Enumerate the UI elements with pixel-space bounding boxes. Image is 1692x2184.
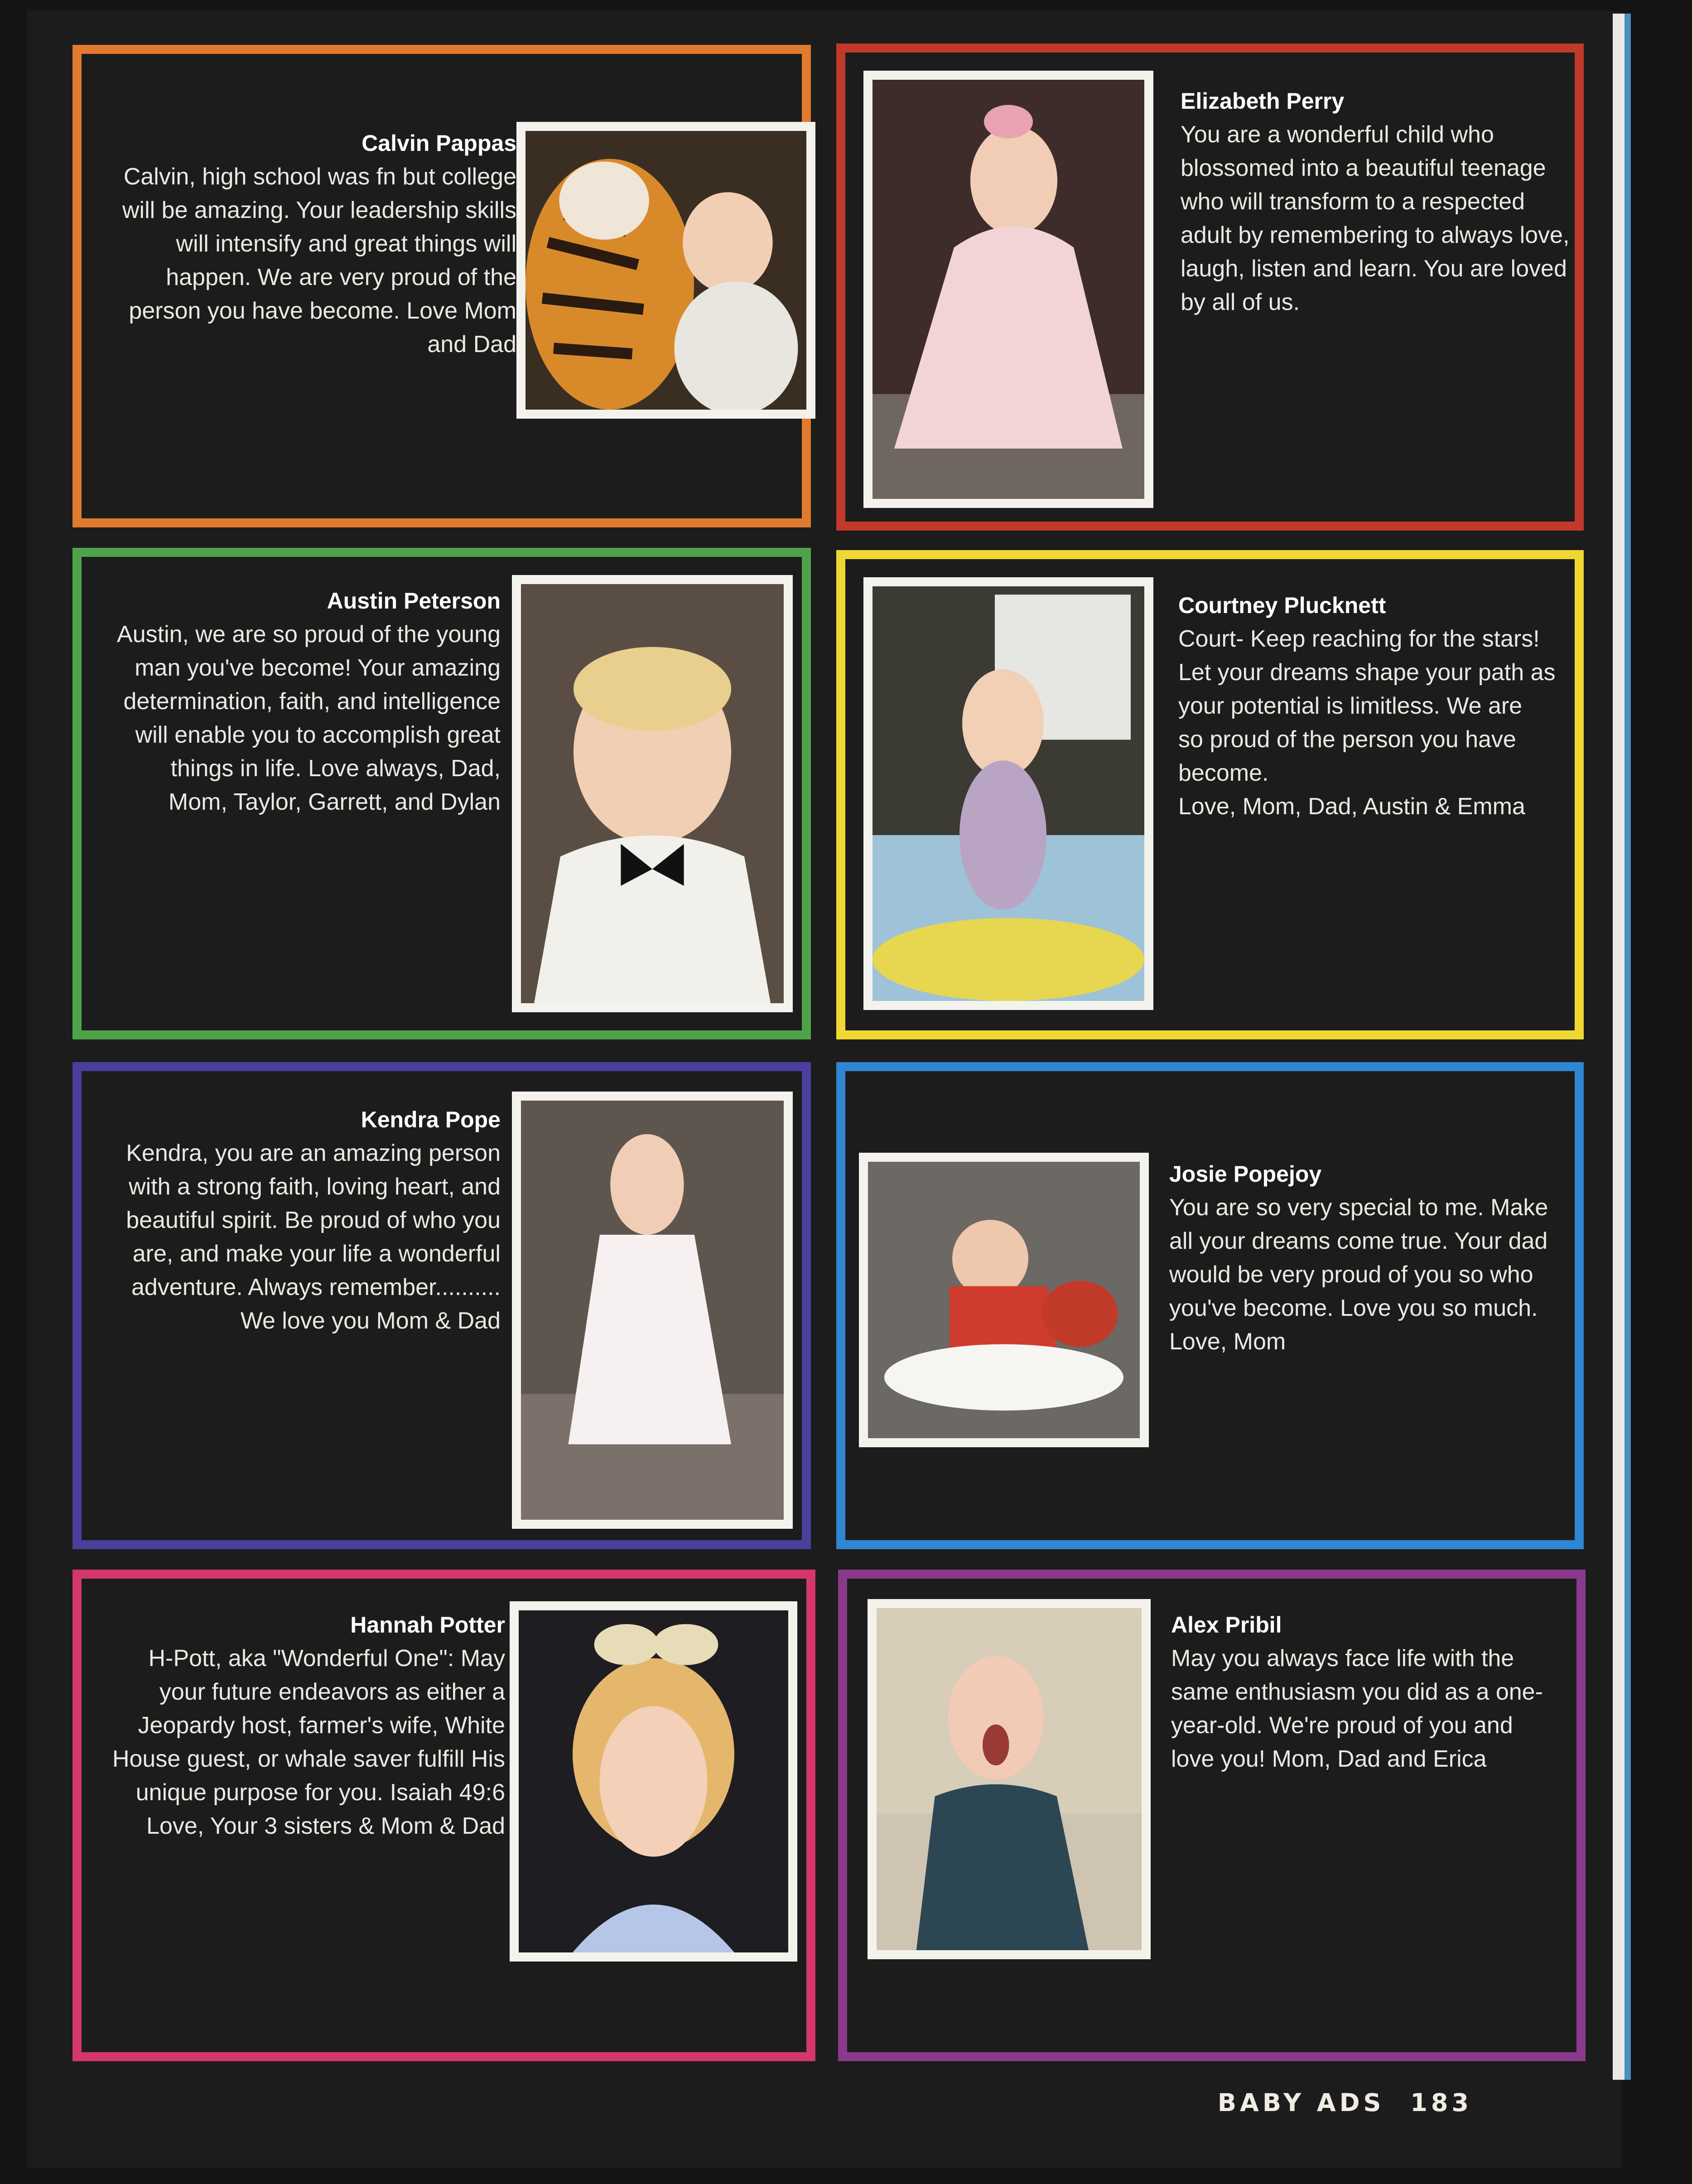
ad-photo bbox=[512, 1092, 793, 1529]
ad-name: Kendra Pope bbox=[361, 1107, 501, 1132]
ad-message: You are so very special to me. Make all your dreams come true. Your dad would be very proud of you so who you've become. Love you so much. Love, Mom bbox=[1169, 1194, 1548, 1355]
ad-message: Calvin, high school was fn but college will be amazing. Your leadership skills will intensify and great things will happen. We are very proud of the person you have become. Love Mom and Dad bbox=[122, 164, 516, 358]
ad-text bbox=[1178, 589, 1577, 823]
ad-text bbox=[1181, 84, 1579, 319]
ad-name: Josie Popejoy bbox=[1169, 1161, 1322, 1187]
baby-ad-elizabeth-perry bbox=[836, 43, 1584, 531]
baby-ad-kendra-pope bbox=[72, 1062, 811, 1549]
ad-name: Hannah Potter bbox=[350, 1612, 505, 1638]
page-edge-white bbox=[1613, 14, 1625, 2080]
ad-text bbox=[82, 1103, 501, 1338]
ad-message: Court- Keep reaching for the stars! Let your dreams shape your path as your potential is limitless. We are so proud of the person you have become. Love, Mom, Dad, Austin & Emma bbox=[1178, 626, 1556, 820]
page-footer bbox=[1218, 2088, 1472, 2117]
ad-photo bbox=[512, 575, 793, 1012]
ad-text bbox=[1169, 1157, 1577, 1358]
ad-photo bbox=[868, 1599, 1151, 1959]
baby-ad-courtney-plucknett bbox=[836, 550, 1584, 1039]
ad-message: H-Pott, aka "Wonderful One": May your future endeavors as either a Jeopardy host, farmer's wife, White House guest, or whale saver fulfill His unique purpose for you. Isaiah 49:6 Love, Your 3 sisters & Mom & Dad bbox=[112, 1645, 505, 1839]
baby-ad-austin-peterson bbox=[72, 548, 811, 1039]
ad-name: Austin Peterson bbox=[327, 588, 501, 614]
ad-name: Alex Pribil bbox=[1171, 1612, 1282, 1638]
footer-page-number: 183 bbox=[1410, 2088, 1472, 2117]
ad-photo bbox=[863, 71, 1153, 508]
ad-name: Elizabeth Perry bbox=[1181, 88, 1345, 114]
ad-photo bbox=[859, 1153, 1149, 1447]
ad-message: Austin, we are so proud of the young man you've become! Your amazing determination, faith, and intelligence will enable you to accomplish great things in life. Love always, Dad, Mom, Taylor, Garrett, and Dylan bbox=[117, 621, 501, 815]
ad-photo bbox=[510, 1601, 797, 1962]
baby-ad-josie-popejoy bbox=[836, 1062, 1584, 1549]
ad-name: Calvin Pappas bbox=[362, 130, 516, 156]
ad-message: May you always face life with the same enthusiasm you did as a one- year-old. We're proud of you and love you! Mom, Dad and Erica bbox=[1171, 1645, 1543, 1772]
baby-ad-alex-pribil bbox=[838, 1570, 1586, 2061]
yearbook-page bbox=[27, 11, 1622, 2168]
ad-text bbox=[82, 126, 516, 361]
baby-ad-hannah-potter bbox=[72, 1570, 815, 2061]
ad-text bbox=[82, 1608, 505, 1843]
baby-ad-calvin-pappas bbox=[72, 45, 811, 527]
ad-text bbox=[1171, 1608, 1579, 1776]
ad-photo bbox=[516, 122, 815, 419]
ad-message: Kendra, you are an amazing person with a strong faith, loving heart, and beautiful spirit. Be proud of who you are, and make your life a wonderful adventure. Always remember.......... We love you Mom & Dad bbox=[126, 1140, 501, 1334]
ad-message: You are a wonderful child who blossomed into a beautiful teenage who will transform to a respected adult by remembering to always love, laugh, listen and learn. You are loved by all of us. bbox=[1181, 121, 1570, 315]
footer-section-title: BABY ADS bbox=[1217, 2088, 1385, 2117]
ad-photo bbox=[863, 577, 1153, 1010]
page-edge-blue bbox=[1625, 14, 1631, 2080]
ad-name: Courtney Plucknett bbox=[1178, 593, 1386, 618]
ad-text bbox=[82, 584, 501, 819]
